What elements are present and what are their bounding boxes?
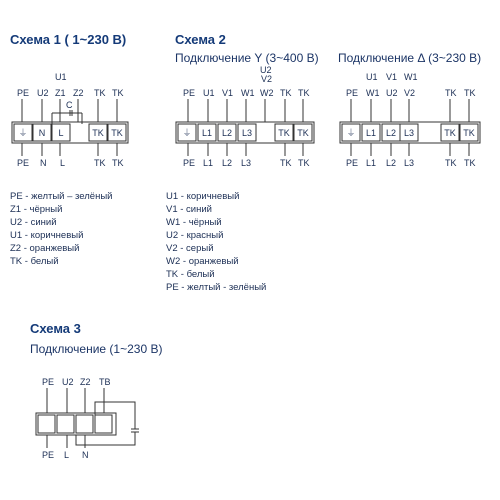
scheme2-delta-extra-u1: U1 [366, 72, 378, 82]
svg-text:L2: L2 [221, 128, 233, 138]
scheme1-title: Схема 1 ( 1~230 В) [10, 32, 127, 47]
scheme2-legend-item: W1 - чёрный [166, 217, 222, 228]
scheme2-star-top-term-u1: U1 [203, 88, 215, 98]
scheme1-legend-item: U1 - коричневый [10, 230, 84, 241]
svg-text:TK: TK [444, 128, 456, 138]
scheme1-u1-label: U1 [55, 72, 67, 82]
scheme1-bottom-term-tk1: TK [94, 158, 106, 168]
scheme3-top-term-pe: PE [42, 377, 55, 387]
svg-text:L1: L1 [201, 128, 213, 138]
svg-text:L1: L1 [365, 128, 377, 138]
scheme2-delta-top-term-v2: V2 [404, 88, 416, 98]
scheme2-star-top-term-pe: PE [183, 88, 196, 98]
scheme1-top-term-tk1: TK [94, 88, 106, 98]
scheme2-star-terminal-block [176, 99, 314, 156]
scheme3-bottom-term-l: L [64, 450, 70, 460]
scheme2-subtitle-delta: Подключение Δ (3~230 В) [338, 51, 482, 65]
scheme1-bottom-term-l: L [60, 158, 66, 168]
svg-text:TK: TK [278, 128, 290, 138]
svg-text:TK: TK [297, 128, 309, 138]
scheme2-delta-top-term-tk1: TK [445, 88, 457, 98]
svg-text:L3: L3 [241, 128, 253, 138]
scheme1-top-term-u2: U2 [37, 88, 49, 98]
scheme2-star-u2-label: U2 [260, 65, 272, 75]
scheme1-cell-n: N [38, 128, 46, 138]
scheme1-bottom-term-tk2: TK [112, 158, 124, 168]
scheme1-top-term-tk2: TK [112, 88, 124, 98]
scheme1-top-term-pe: PE [17, 88, 30, 98]
scheme2-delta-bottom-term-l1: L1 [366, 158, 377, 168]
scheme3-top-term-tb: TB [99, 377, 111, 387]
scheme2-star-bottom-term-tk2: TK [298, 158, 310, 168]
scheme2-star-top-term-tk2: TK [298, 88, 310, 98]
scheme2-star-top-term-w2: W2 [260, 88, 274, 98]
scheme2-star-bottom-term-l2: L2 [222, 158, 233, 168]
scheme1-cell-tk1: TK [92, 128, 104, 138]
scheme1-legend-item: PE - желтый – зелёный [10, 191, 113, 202]
scheme2-delta-bottom-term-tk2: TK [464, 158, 476, 168]
svg-text:L3: L3 [403, 128, 415, 138]
scheme2-delta-top-term-u2: U2 [386, 88, 398, 98]
scheme1-terminal-block [12, 99, 128, 156]
scheme2-subtitle-star: Подключение Y (3~400 В) [175, 51, 319, 65]
scheme3-terminal-block [36, 388, 139, 448]
scheme1-bottom-term-n: N [40, 158, 47, 168]
scheme1-capacitor-label: C [66, 100, 73, 110]
scheme1-legend-item: Z1 - чёрный [10, 204, 63, 215]
scheme2-delta-extra-v1: V1 [386, 72, 398, 82]
scheme2-legend-item: V2 - серый [166, 243, 214, 254]
scheme1-cell-l: L [58, 128, 64, 138]
scheme2-delta-bottom-term-pe: PE [346, 158, 359, 168]
scheme3-title: Схема 3 [30, 321, 81, 336]
scheme2-delta-bottom-term-tk1: TK [445, 158, 457, 168]
svg-text:L2: L2 [385, 128, 397, 138]
ground-icon: ⏚ [18, 128, 28, 138]
svg-text:TK: TK [463, 128, 475, 138]
scheme2-star-bottom-term-l3: L3 [241, 158, 252, 168]
scheme2-legend-item: V1 - синий [166, 204, 212, 215]
scheme2-title: Схема 2 [175, 32, 226, 47]
scheme2-star-top-term-w1: W1 [241, 88, 255, 98]
scheme2-delta-extra-w1: W1 [404, 72, 418, 82]
scheme2-delta-top-term-w1: W1 [366, 88, 380, 98]
scheme3-bottom-term-pe: PE [42, 450, 55, 460]
scheme3-top-term-z2: Z2 [80, 377, 91, 387]
scheme2-delta-bottom-term-l2: L2 [386, 158, 397, 168]
scheme2-star-top-term-tk1: TK [280, 88, 292, 98]
scheme2-legend-item: U2 - красный [166, 230, 224, 241]
scheme2-star-bottom-term-tk1: TK [280, 158, 292, 168]
scheme2-star-v2-label: V2 [261, 74, 273, 84]
scheme1-bottom-term-pe: PE [17, 158, 30, 168]
ground-icon: ⏚ [182, 128, 192, 138]
scheme3-bottom-term-n: N [82, 450, 89, 460]
scheme1-legend-item: TK - белый [10, 256, 59, 267]
scheme2-legend-item: W2 - оранжевый [166, 256, 239, 267]
scheme1-cell-tk2: TK [111, 128, 123, 138]
scheme1-top-term-z2: Z2 [73, 88, 84, 98]
scheme1-top-term-z1: Z1 [55, 88, 66, 98]
scheme2-delta-top-term-pe: PE [346, 88, 359, 98]
scheme2-delta-top-term-tk2: TK [464, 88, 476, 98]
scheme2-delta-bottom-term-l3: L3 [404, 158, 415, 168]
scheme1-legend-item: U2 - синий [10, 217, 57, 228]
ground-icon: ⏚ [346, 128, 356, 138]
scheme2-star-bottom-term-l1: L1 [203, 158, 214, 168]
scheme2-star-top-term-v1: V1 [222, 88, 234, 98]
scheme2-legend-item: TK - белый [166, 269, 215, 280]
scheme3-subtitle: Подключение (1~230 В) [30, 342, 163, 356]
scheme2-star-bottom-term-pe: PE [183, 158, 196, 168]
scheme2-legend-item: PE - желтый - зелёный [166, 282, 267, 293]
scheme1-legend-item: Z2 - оранжевый [10, 243, 80, 254]
scheme3-top-term-u2: U2 [62, 377, 74, 387]
scheme2-legend-item: U1 - коричневый [166, 191, 240, 202]
scheme2-delta-terminal-block [340, 99, 480, 156]
